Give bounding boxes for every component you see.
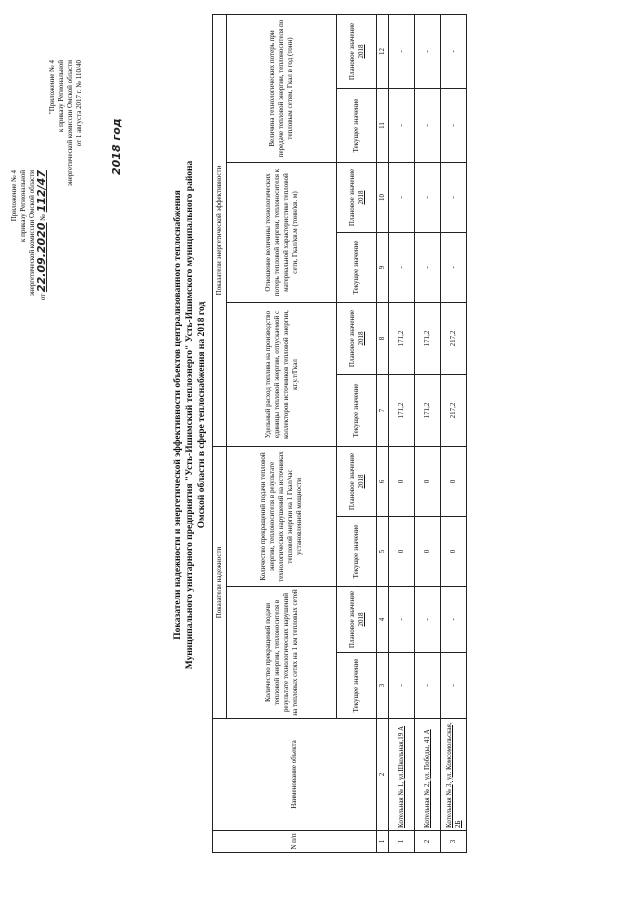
planned-value-header: Плановое значение 2018 [337,447,377,517]
col-number-header: N п/п [213,831,377,853]
planned-value-header: Плановое значение 2018 [337,303,377,375]
object-name: Котельная № 2, ул. Победы, 41 А [415,719,441,831]
sub-header-loss-ratio: Отношение величины технологических потерь тепловой энергии, теплоносителя к материальной характеристике тепловой сети, Гкал/кв.м (тонн/кв. м) [227,163,337,303]
current-value-header: Текущее значение [337,233,377,303]
efficiency-group-header: Показатели энергетической эффективности [213,14,227,446]
table-row: 1 Котельная № 1, ул.Школьная,19 А - - 0 0 171,2 171,2 - - - - [389,14,415,852]
original-appendix-label: "Приложение № 4 к приказу Региональной энергетической комиссии Омской области от 1 августа 2017 г. № 110/40 [48,60,83,187]
column-index-row: 1 2 3 4 5 6 7 8 9 10 11 12 [377,14,389,852]
reliability-group-header: Показатели надежности [213,447,227,719]
document-title: Показатели надежности и энергетической эффективности объектов централизованного теплоснабжения Муниципального унитарного предприятия "Усть-Ишимский теплоэнерго" Усть-Ишимского муниципального района Омской области в сфере теплоснабжения на 2018 год [173,160,207,670]
appendix-label: Приложение № 4 к приказу Региональной энергетической комиссии Омской области от 22.09.2020 № 112/47 [10,170,48,301]
object-name: Котельная № 1, ул.Школьная,19 А [389,719,415,831]
sub-header-network-interruptions: Количество прекращений подачи тепловой энергии, теплоносителя в результате технологических нарушений на тепловых сетях на 1 км тепловых сетей [227,587,337,719]
sub-header-loss-value: Величина технологических потерь при передаче тепловой энергии, теплоносителя по тепловым сетям, Гкал в год (тонн) [227,14,337,162]
object-name: Котельная № 3, ул. Комсомольская, 2Б [441,719,467,831]
planned-value-header: Плановое значение 2018 [337,14,377,88]
table-row: 2 Котельная № 2, ул. Победы, 41 А - - 0 0 171,2 171,2 - - - - [415,14,441,852]
col-name-header: Наименование объекта [213,719,377,831]
planned-value-header: Плановое значение 2018 [337,163,377,233]
current-value-header: Текущее значение [337,375,377,447]
sub-header-fuel-consumption: Удельный расход топлива на производство единицы тепловой энергии, отпускаемой с коллекторов источников тепловой энергии, кг.у.т/Гкал [227,303,337,447]
current-value-header: Текущее значение [337,517,377,587]
current-value-header: Текущее значение [337,653,377,719]
handwritten-number: 112/47 [35,170,48,213]
handwritten-year: 2018 год [110,118,123,175]
handwritten-date: 22.09.2020 [35,222,48,293]
current-value-header: Текущее значение [337,89,377,163]
sub-header-source-interruptions: Количество прекращений подачи тепловой энергии, теплоносителя в результате технологических нарушений на источниках тепловой энергии на 1 Гкал/час установленной мощности [227,447,337,587]
table-row: 3 Котельная № 3, ул. Комсомольская, 2Б - - 0 0 217,2 217,2 - - - - [441,14,467,852]
planned-value-header: Плановое значение 2018 [337,587,377,653]
indicators-table [212,14,467,853]
